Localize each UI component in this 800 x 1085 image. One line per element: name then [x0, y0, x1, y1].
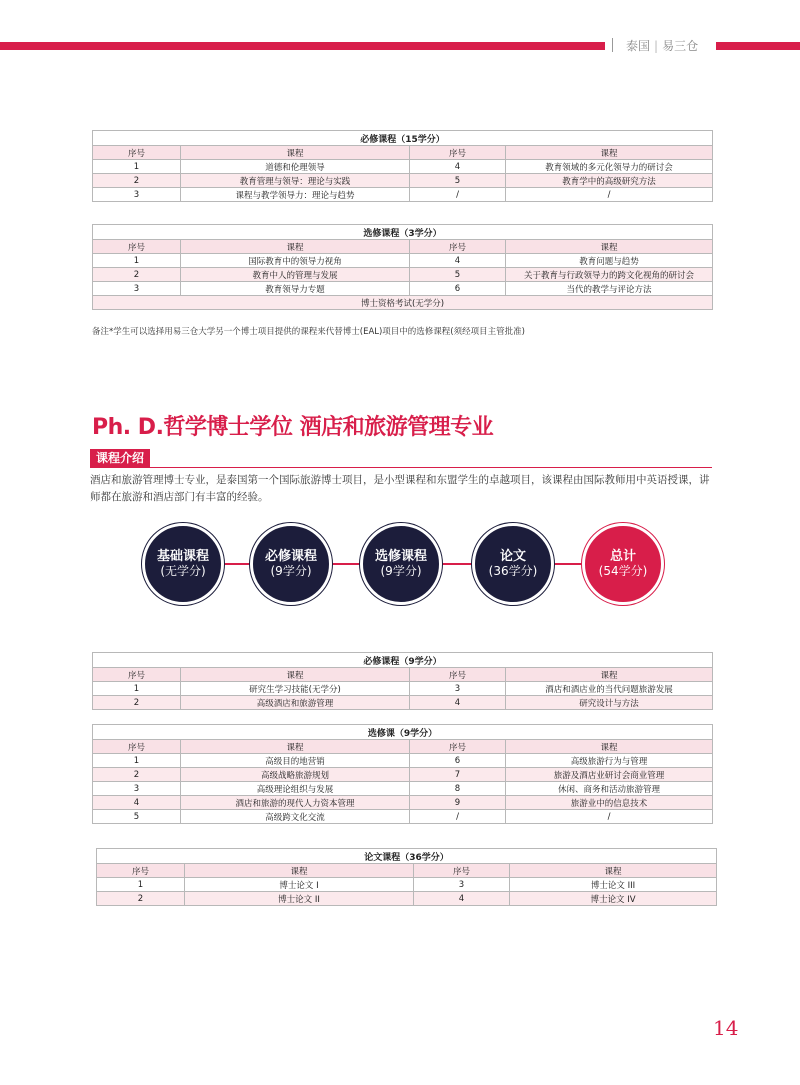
table-cell: 3 [93, 188, 181, 202]
column-header: 课程 [506, 146, 713, 160]
table-cell: 5 [93, 810, 181, 824]
header-accent-bar-left [0, 42, 605, 50]
table-cell: 5 [410, 174, 506, 188]
column-header: 序号 [93, 668, 181, 682]
qualifying-exam-cell: 博士资格考试(无学分) [93, 296, 713, 310]
table-cell: 6 [410, 282, 506, 296]
table-cell: 4 [410, 160, 506, 174]
page-number: 14 [713, 1016, 739, 1040]
flow-step-credit: (9学分) [270, 564, 312, 578]
table-row [93, 782, 713, 796]
brand-separator: | [654, 39, 659, 53]
table-cell: 课程与教学领导力：理论与趋势 [181, 188, 410, 202]
brand-country: 泰国 [626, 39, 651, 53]
flow-step-foundation [142, 523, 224, 605]
flow-step-name: 选修课程 [374, 549, 427, 564]
column-header: 序号 [93, 146, 181, 160]
table-cell: 高级理论组织与发展 [181, 782, 410, 796]
column-header: 课程 [506, 668, 713, 682]
table-cell: 2 [93, 268, 181, 282]
elective-courses-table-tourism [92, 724, 713, 824]
table-row [97, 892, 717, 906]
flow-step-name: 论文 [499, 549, 526, 564]
table-row [93, 682, 713, 696]
column-header: 课程 [506, 740, 713, 754]
table-row [93, 160, 713, 174]
table-row [93, 754, 713, 768]
table-cell: 1 [93, 754, 181, 768]
column-header: 序号 [410, 740, 506, 754]
column-header: 课程 [506, 240, 713, 254]
table-title: 选修课程（3学分） [93, 225, 713, 240]
header-accent-bar-right [716, 42, 800, 50]
table-row [93, 282, 713, 296]
table-cell: 高级目的地营销 [181, 754, 410, 768]
brand-label [626, 37, 698, 54]
table-title: 必修课程（9学分） [93, 653, 713, 668]
table-cell: 博士论文 III [510, 878, 717, 892]
table-cell: 休闲、商务和活动旅游管理 [506, 782, 713, 796]
required-courses-table-eal [92, 130, 713, 202]
table-row [93, 696, 713, 710]
flow-step-name: 基础课程 [156, 549, 209, 564]
table-cell: 博士论文 IV [510, 892, 717, 906]
table-cell: / [410, 810, 506, 824]
column-header: 课程 [181, 240, 410, 254]
column-header: 序号 [93, 240, 181, 254]
flow-step-credit: (36学分) [488, 564, 538, 578]
table-cell: 博士论文 I [185, 878, 414, 892]
flow-step-credit: (9学分) [380, 564, 422, 578]
column-header: 序号 [414, 864, 510, 878]
table-cell: 高级酒店和旅游管理 [181, 696, 410, 710]
table-cell: 教育学中的高级研究方法 [506, 174, 713, 188]
flow-step-thesis [472, 523, 554, 605]
column-header: 课程 [181, 668, 410, 682]
table-row [93, 188, 713, 202]
required-courses-table-tourism [92, 652, 713, 710]
table-cell: / [410, 188, 506, 202]
table-cell: 9 [410, 796, 506, 810]
table-cell: 旅游业中的信息技术 [506, 796, 713, 810]
column-header: 课程 [181, 740, 410, 754]
table-row [93, 268, 713, 282]
table-cell: 6 [410, 754, 506, 768]
table-cell: 1 [93, 682, 181, 696]
table-row [93, 174, 713, 188]
flow-step-credit: (54学分) [598, 564, 648, 578]
table-cell: 教育领域的多元化领导力的研讨会 [506, 160, 713, 174]
table-title: 论文课程（36学分） [97, 849, 717, 864]
section-tag-underline [90, 467, 712, 468]
flow-step-name: 必修课程 [264, 549, 317, 564]
table-title: 选修课（9学分） [93, 725, 713, 740]
table-cell: 4 [93, 796, 181, 810]
table-cell: 2 [93, 768, 181, 782]
table-cell: 高级跨文化交流 [181, 810, 410, 824]
column-header: 序号 [93, 740, 181, 754]
table-row [93, 254, 713, 268]
table-cell: 酒店和旅游的现代人力资本管理 [181, 796, 410, 810]
column-header: 课程 [185, 864, 414, 878]
table-cell: 7 [410, 768, 506, 782]
flow-step-required [250, 523, 332, 605]
column-header: 序号 [97, 864, 185, 878]
table-cell: 3 [93, 782, 181, 796]
section-tag: 课程介绍 [90, 449, 150, 467]
table-row [97, 878, 717, 892]
table-footer-row [93, 296, 713, 310]
table-cell: 酒店和酒店业的当代问题旅游发展 [506, 682, 713, 696]
table-cell: 高级战略旅游规划 [181, 768, 410, 782]
table-cell: 3 [414, 878, 510, 892]
flow-step-total [582, 523, 664, 605]
table-row [93, 810, 713, 824]
table-cell: 2 [93, 696, 181, 710]
table-cell: 道德和伦理领导 [181, 160, 410, 174]
table-row [93, 768, 713, 782]
table-cell: 旅游及酒店业研讨会商业管理 [506, 768, 713, 782]
column-header: 课程 [181, 146, 410, 160]
section-intro: 酒店和旅游管理博士专业，是泰国第一个国际旅游博士项目，是小型课程和东盟学生的卓越项目，该课程由国际教师用中英语授课，讲师都在旅游和酒店部门有丰富的经验。 [90, 474, 710, 503]
column-header: 课程 [510, 864, 717, 878]
footnote: 备注*学生可以选择用易三仓大学另一个博士项目提供的课程来代替博士(EAL)项目中的选修课程(须经项目主管批准) [92, 327, 525, 337]
table-cell: 教育管理与领导：理论与实践 [181, 174, 410, 188]
table-cell: 8 [410, 782, 506, 796]
table-cell: 2 [97, 892, 185, 906]
table-cell: 教育问题与趋势 [506, 254, 713, 268]
table-cell: 关于教育与行政领导力的跨文化视角的研讨会 [506, 268, 713, 282]
table-cell: 博士论文 II [185, 892, 414, 906]
table-cell: / [506, 188, 713, 202]
table-cell: 当代的教学与评论方法 [506, 282, 713, 296]
column-header: 序号 [410, 668, 506, 682]
elective-courses-table-eal [92, 224, 713, 310]
table-cell: 研究设计与方法 [506, 696, 713, 710]
table-cell: 教育领导力专题 [181, 282, 410, 296]
column-header: 序号 [410, 240, 506, 254]
table-cell: / [506, 810, 713, 824]
table-cell: 国际教育中的领导力视角 [181, 254, 410, 268]
table-cell: 1 [97, 878, 185, 892]
table-cell: 教育中人的管理与发展 [181, 268, 410, 282]
table-cell: 4 [410, 696, 506, 710]
table-cell: 1 [93, 254, 181, 268]
section-title: Ph. D.哲学博士学位 酒店和旅游管理专业 [92, 415, 494, 440]
table-cell: 4 [410, 254, 506, 268]
table-cell: 研究生学习技能(无学分) [181, 682, 410, 696]
brand-divider [612, 38, 613, 52]
table-cell: 高级旅游行为与管理 [506, 754, 713, 768]
table-cell: 3 [410, 682, 506, 696]
table-cell: 5 [410, 268, 506, 282]
table-title: 必修课程（15学分） [93, 131, 713, 146]
thesis-courses-table [96, 848, 717, 906]
flow-step-name: 总计 [609, 549, 636, 564]
table-cell: 3 [93, 282, 181, 296]
flow-step-credit: (无学分) [160, 564, 206, 578]
table-cell: 2 [93, 174, 181, 188]
brand-name: 易三仓 [662, 39, 699, 53]
table-cell: 1 [93, 160, 181, 174]
table-row [93, 796, 713, 810]
flow-step-elective [360, 523, 442, 605]
table-cell: 4 [414, 892, 510, 906]
column-header: 序号 [410, 146, 506, 160]
